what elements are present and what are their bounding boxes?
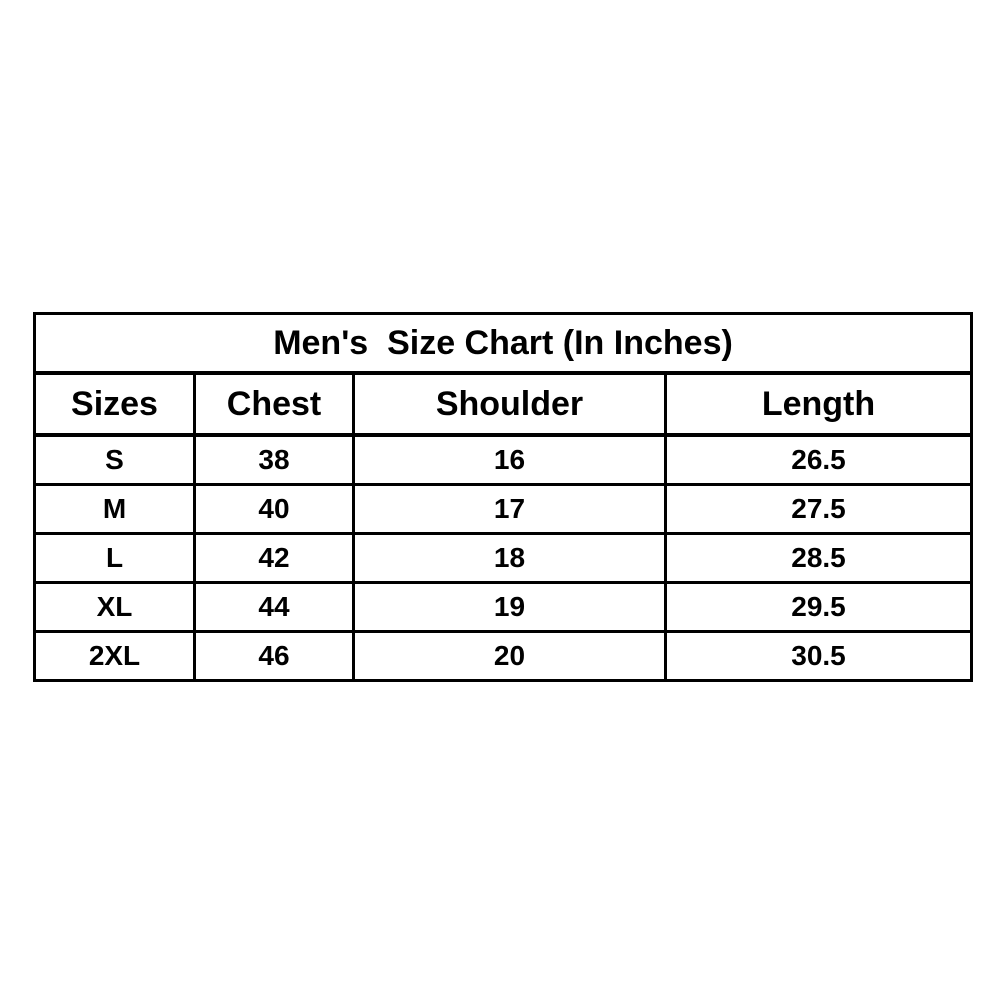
size-cell: 2XL [35, 632, 195, 681]
shoulder-cell: 16 [354, 435, 666, 485]
size-cell: S [35, 435, 195, 485]
chest-cell: 44 [195, 583, 354, 632]
table-row-l [35, 534, 972, 583]
shoulder-cell: 18 [354, 534, 666, 583]
column-header-length: Length [666, 373, 972, 435]
column-header-shoulder: Shoulder [354, 373, 666, 435]
size-chart-table [33, 312, 973, 682]
table-header-row [35, 373, 972, 435]
column-header-sizes: Sizes [35, 373, 195, 435]
shoulder-cell: 20 [354, 632, 666, 681]
chest-cell: 46 [195, 632, 354, 681]
table-title-row [35, 314, 972, 374]
length-cell: 27.5 [666, 485, 972, 534]
table-row-2xl [35, 632, 972, 681]
length-cell: 30.5 [666, 632, 972, 681]
chest-cell: 38 [195, 435, 354, 485]
length-cell: 26.5 [666, 435, 972, 485]
chest-cell: 40 [195, 485, 354, 534]
length-cell: 29.5 [666, 583, 972, 632]
table-row-s [35, 435, 972, 485]
size-cell: L [35, 534, 195, 583]
table-row-m [35, 485, 972, 534]
shoulder-cell: 19 [354, 583, 666, 632]
column-header-chest: Chest [195, 373, 354, 435]
table-row-xl [35, 583, 972, 632]
chest-cell: 42 [195, 534, 354, 583]
table-title: Men's Size Chart (In Inches) [35, 314, 972, 374]
size-cell: XL [35, 583, 195, 632]
shoulder-cell: 17 [354, 485, 666, 534]
size-cell: M [35, 485, 195, 534]
length-cell: 28.5 [666, 534, 972, 583]
